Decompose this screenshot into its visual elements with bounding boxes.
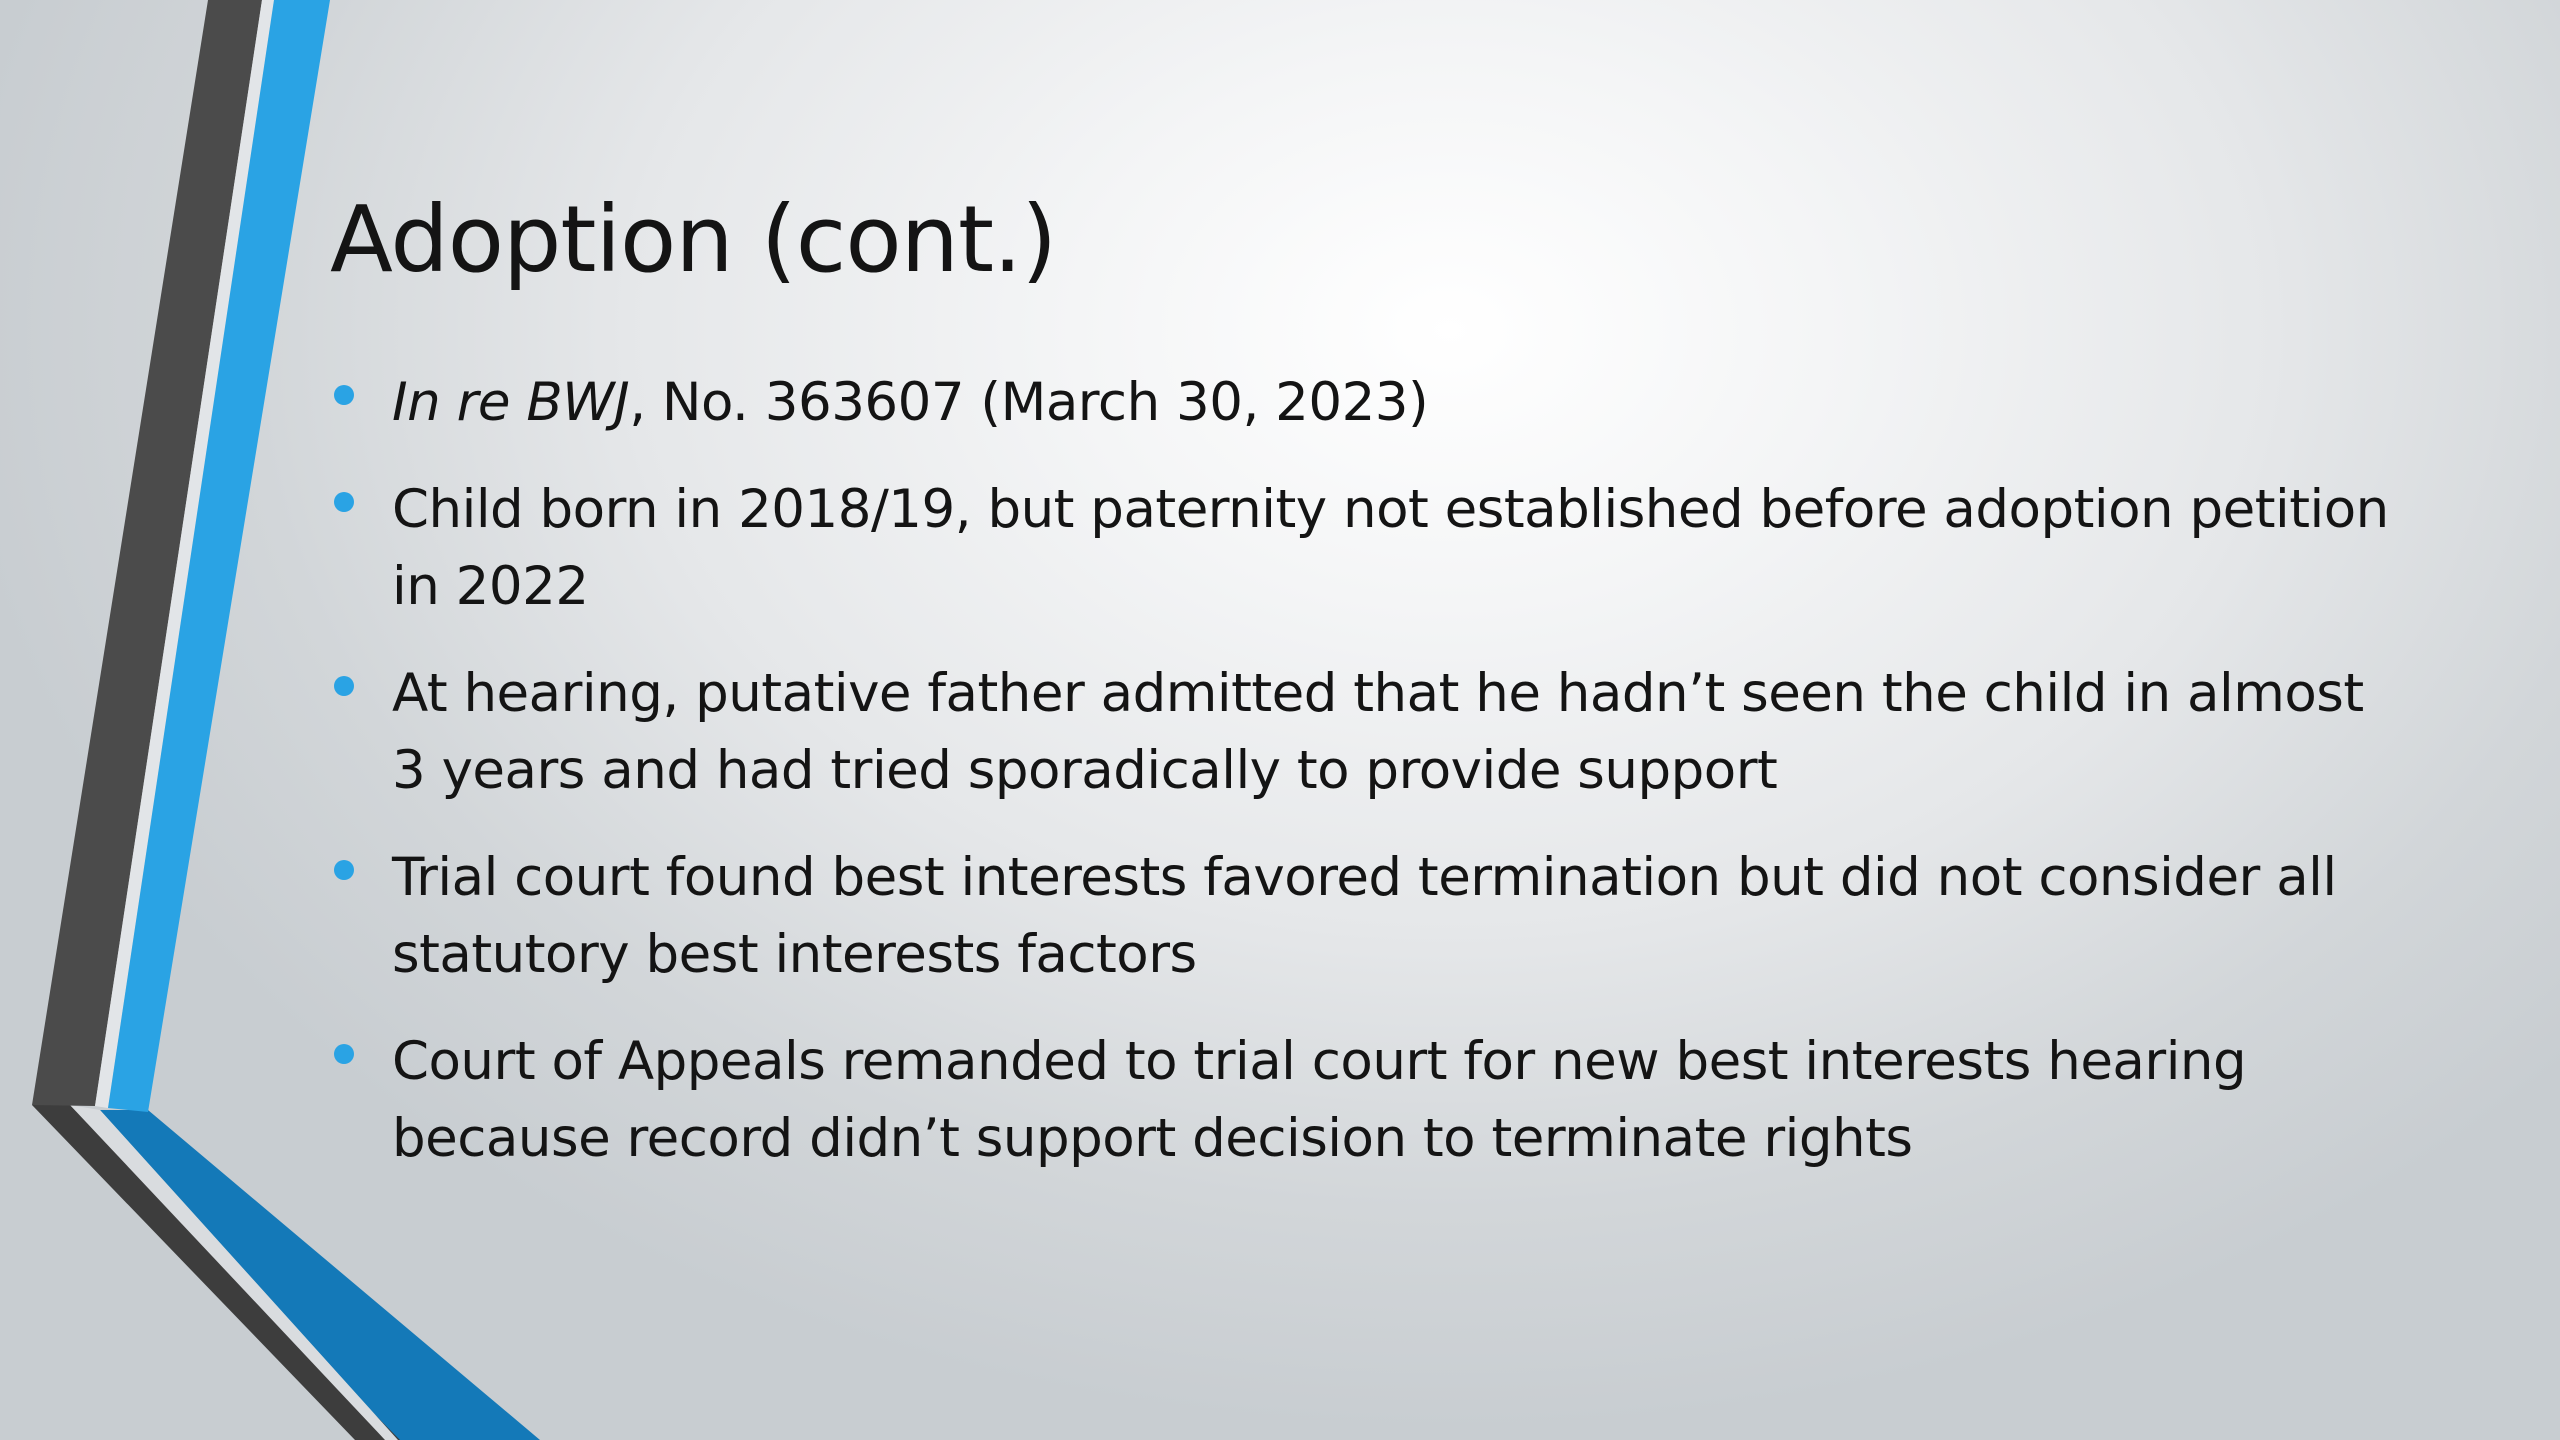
case-name: In re BWJ	[392, 372, 630, 433]
bullet-text: Court of Appeals remanded to trial court for new best interests hearing because record didn’t support decision to terminate rights	[392, 1031, 2247, 1169]
bullet-item-hearing	[330, 655, 2410, 809]
bullet-dot-icon	[334, 492, 354, 512]
bullet-text: Child born in 2018/19, but paternity not established before adoption petition in 2022	[392, 479, 2389, 617]
bullet-text: Trial court found best interests favored termination but did not consider all statutory best interests factors	[392, 847, 2337, 985]
case-citation: , No. 363607 (March 30, 2023)	[629, 372, 1429, 433]
bullet-dot-icon	[334, 860, 354, 880]
slide-title: Adoption (cont.)	[330, 186, 1057, 293]
bullet-dot-icon	[334, 1044, 354, 1064]
bullet-list	[330, 364, 2410, 1207]
bullet-dot-icon	[334, 385, 354, 405]
bullet-item-trial-court	[330, 839, 2410, 993]
bullet-item-child-born	[330, 471, 2410, 625]
bullet-text: At hearing, putative father admitted that he hadn’t seen the child in almost 3 years and had tried sporadically to provide support	[392, 663, 2364, 801]
bullet-dot-icon	[334, 676, 354, 696]
bullet-item-case	[330, 364, 2410, 441]
bullet-item-appeals	[330, 1023, 2410, 1177]
